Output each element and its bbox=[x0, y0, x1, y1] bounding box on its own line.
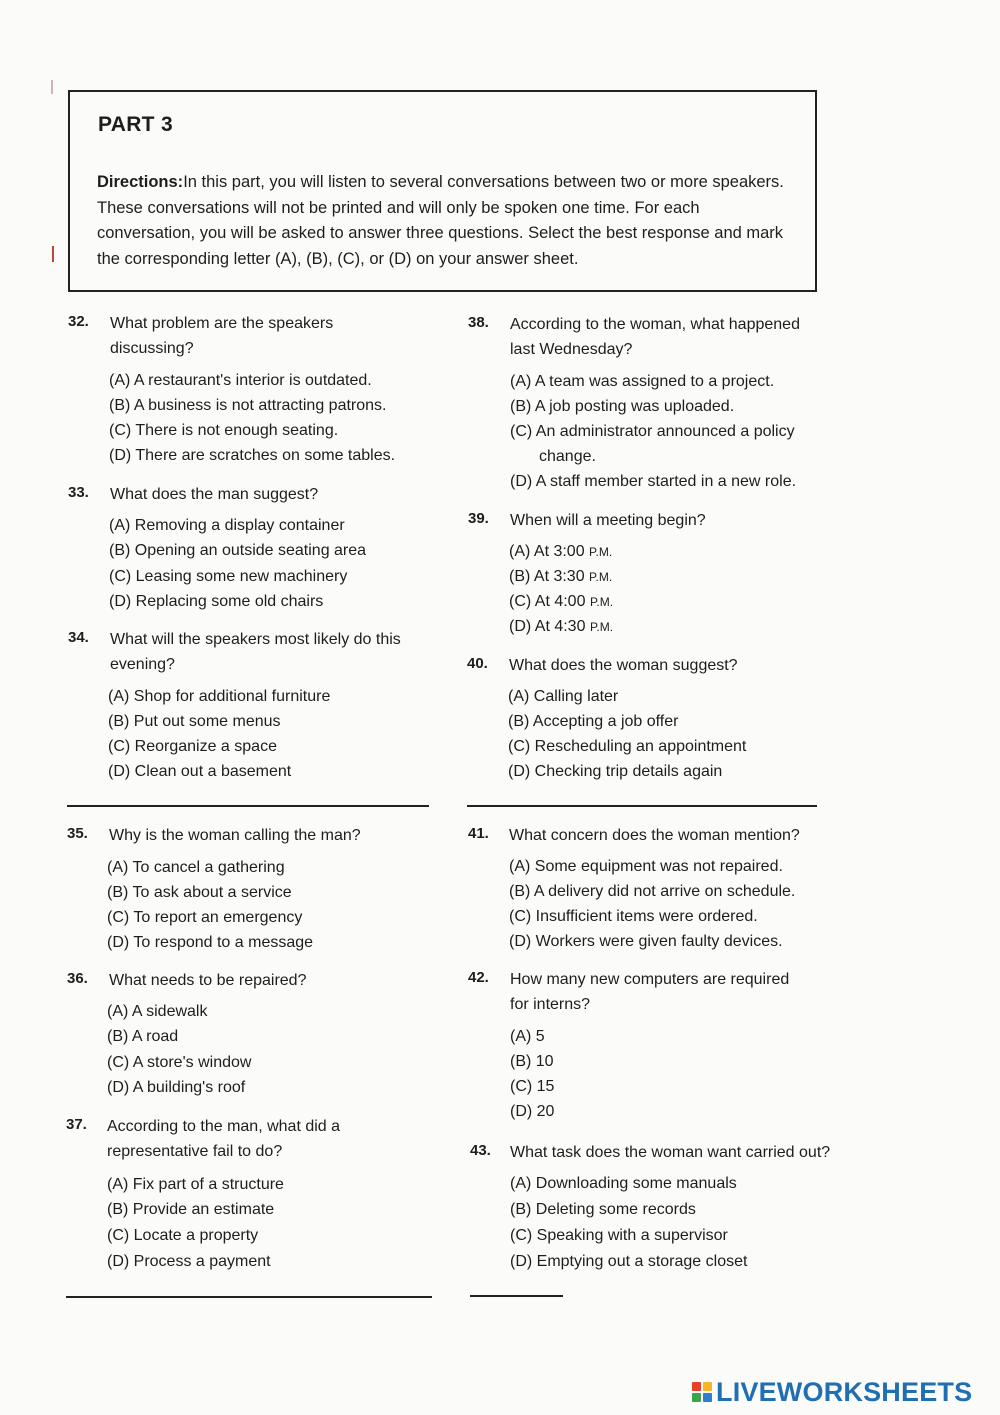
section-divider bbox=[467, 805, 817, 807]
option-c[interactable]: (C) To report an emergency bbox=[107, 909, 303, 926]
question-number: 41. bbox=[468, 825, 489, 842]
question-number: 38. bbox=[468, 314, 489, 331]
question-text: Why is the woman calling the man? bbox=[109, 827, 361, 844]
question-text: What problem are the speakers discussing? bbox=[110, 315, 334, 357]
part-title: PART 3 bbox=[98, 113, 173, 136]
option-d[interactable]: (D) A building's roof bbox=[107, 1079, 246, 1096]
option-a[interactable]: (A) Fix part of a structure bbox=[107, 1176, 284, 1193]
question-41 bbox=[468, 823, 838, 958]
option-a[interactable]: (A) A sidewalk bbox=[107, 1003, 208, 1020]
directions-label: Directions: bbox=[97, 173, 184, 191]
option-a[interactable]: (A) A restaurant's interior is outdated. bbox=[109, 372, 372, 389]
question-text: What does the woman suggest? bbox=[509, 657, 738, 674]
option-d[interactable]: (D) There are scratches on some tables. bbox=[109, 447, 396, 464]
question-32 bbox=[68, 311, 438, 481]
option-b[interactable]: (B) A job posting was uploaded. bbox=[510, 398, 735, 415]
section-divider bbox=[67, 805, 429, 807]
margin-mark bbox=[52, 246, 54, 262]
question-39 bbox=[468, 508, 838, 643]
question-37 bbox=[66, 1114, 441, 1279]
question-number: 32. bbox=[68, 313, 89, 330]
question-number: 40. bbox=[467, 655, 488, 672]
option-c[interactable]: (C) 15 bbox=[510, 1078, 555, 1095]
option-b[interactable]: (B) A delivery did not arrive on schedule. bbox=[509, 883, 796, 900]
liveworksheets-icon bbox=[692, 1382, 712, 1402]
option-c[interactable]: (C) A store's window bbox=[107, 1054, 252, 1071]
option-d[interactable]: (D) Clean out a basement bbox=[108, 763, 292, 780]
question-number: 34. bbox=[68, 629, 89, 646]
option-a[interactable]: (A) 5 bbox=[510, 1028, 545, 1045]
question-40 bbox=[467, 653, 837, 788]
option-c[interactable]: (C) Reorganize a space bbox=[108, 738, 277, 755]
option-b[interactable]: (B) A road bbox=[107, 1028, 179, 1045]
liveworksheets-logo bbox=[692, 1377, 972, 1407]
question-35 bbox=[67, 823, 437, 958]
question-42 bbox=[468, 967, 838, 1132]
question-text: What will the speakers most likely do this evening? bbox=[110, 631, 401, 673]
icon-square-yellow bbox=[703, 1382, 712, 1391]
option-a[interactable]: (A) Downloading some manuals bbox=[510, 1175, 737, 1192]
option-b[interactable]: (B) A business is not attracting patrons. bbox=[109, 397, 387, 414]
icon-square-blue bbox=[703, 1393, 712, 1402]
brand-text: LIVEWORKSHEETS bbox=[716, 1376, 973, 1407]
option-b[interactable]: (B) To ask about a service bbox=[107, 884, 292, 901]
section-divider bbox=[66, 1296, 432, 1298]
question-text: According to the woman, what happened last Wednesday? bbox=[510, 316, 800, 358]
option-b[interactable]: (B) Provide an estimate bbox=[107, 1201, 275, 1218]
time-suffix: P.M. bbox=[589, 570, 613, 584]
option-c[interactable]: (C) Rescheduling an appointment bbox=[508, 738, 747, 755]
option-a[interactable]: (A) Some equipment was not repaired. bbox=[509, 858, 783, 875]
margin-mark bbox=[51, 80, 53, 94]
option-a[interactable]: (A) To cancel a gathering bbox=[107, 859, 285, 876]
option-d[interactable]: (D) Process a payment bbox=[107, 1253, 271, 1270]
option-b[interactable]: (B) At 3:30 P.M. bbox=[509, 568, 613, 585]
option-c[interactable]: (C) Speaking with a supervisor bbox=[510, 1227, 728, 1244]
question-text: What does the man suggest? bbox=[110, 486, 319, 503]
option-a[interactable]: (A) Removing a display container bbox=[109, 517, 345, 534]
question-38 bbox=[468, 312, 838, 497]
question-text: What concern does the woman mention? bbox=[509, 827, 800, 844]
option-c[interactable]: (C) Locate a property bbox=[107, 1227, 259, 1244]
option-b[interactable]: (B) Deleting some records bbox=[510, 1201, 696, 1218]
option-a[interactable]: (A) A team was assigned to a project. bbox=[510, 373, 775, 390]
question-number: 43. bbox=[470, 1142, 491, 1159]
option-d[interactable]: (D) To respond to a message bbox=[107, 934, 314, 951]
option-c[interactable]: (C) An administrator announced a policy bbox=[510, 423, 795, 440]
option-a[interactable]: (A) Shop for additional furniture bbox=[108, 688, 331, 705]
option-d[interactable]: (D) Replacing some old chairs bbox=[109, 593, 324, 610]
time-suffix: P.M. bbox=[589, 545, 613, 559]
question-text: When will a meeting begin? bbox=[510, 512, 706, 529]
option-a[interactable]: (A) Calling later bbox=[508, 688, 619, 705]
option-d[interactable]: (D) At 4:30 P.M. bbox=[509, 618, 614, 635]
question-number: 42. bbox=[468, 969, 489, 986]
question-text: What needs to be repaired? bbox=[109, 972, 307, 989]
option-c-continuation: change. bbox=[539, 448, 596, 465]
option-b[interactable]: (B) Put out some menus bbox=[108, 713, 281, 730]
option-c[interactable]: (C) Insufficient items were ordered. bbox=[509, 908, 758, 925]
question-34 bbox=[68, 627, 438, 787]
option-c[interactable]: (C) Leasing some new machinery bbox=[109, 568, 348, 585]
question-number: 33. bbox=[68, 484, 89, 501]
icon-square-green bbox=[692, 1393, 701, 1402]
option-d[interactable]: (D) A staff member started in a new role. bbox=[510, 473, 797, 490]
option-c[interactable]: (C) At 4:00 P.M. bbox=[509, 593, 614, 610]
icon-square-red bbox=[692, 1382, 701, 1391]
section-divider bbox=[470, 1295, 563, 1297]
option-d[interactable]: (D) Checking trip details again bbox=[508, 763, 723, 780]
option-b[interactable]: (B) 10 bbox=[510, 1053, 554, 1070]
question-36 bbox=[67, 968, 437, 1103]
question-number: 39. bbox=[468, 510, 489, 527]
question-text: How many new computers are required for interns? bbox=[510, 971, 790, 1013]
option-d[interactable]: (D) 20 bbox=[510, 1103, 555, 1120]
question-number: 37. bbox=[66, 1116, 87, 1133]
option-c[interactable]: (C) There is not enough seating. bbox=[109, 422, 339, 439]
option-d[interactable]: (D) Emptying out a storage closet bbox=[510, 1253, 748, 1270]
question-text: What task does the woman want carried out? bbox=[510, 1144, 831, 1161]
option-d[interactable]: (D) Workers were given faulty devices. bbox=[509, 933, 783, 950]
option-a[interactable]: (A) At 3:00 P.M. bbox=[509, 543, 613, 560]
time-suffix: P.M. bbox=[589, 595, 614, 609]
question-number: 35. bbox=[67, 825, 88, 842]
option-b[interactable]: (B) Accepting a job offer bbox=[508, 713, 679, 730]
option-b[interactable]: (B) Opening an outside seating area bbox=[109, 542, 367, 559]
question-43 bbox=[470, 1140, 840, 1280]
time-suffix: P.M. bbox=[589, 620, 614, 634]
question-33 bbox=[68, 482, 438, 612]
directions-body: In this part, you will listen to several conversations between two or more speakers. These conversations will not be printed and will only be spoken one time. For each conversation, you will be asked to answer three questions. Select the best response and mark the corresponding letter (A), (B), (C), or (D) on your answer sheet. bbox=[97, 173, 784, 268]
directions-text bbox=[97, 170, 787, 272]
question-text: According to the man, what did a representative fail to do? bbox=[107, 1118, 341, 1160]
question-number: 36. bbox=[67, 970, 88, 987]
